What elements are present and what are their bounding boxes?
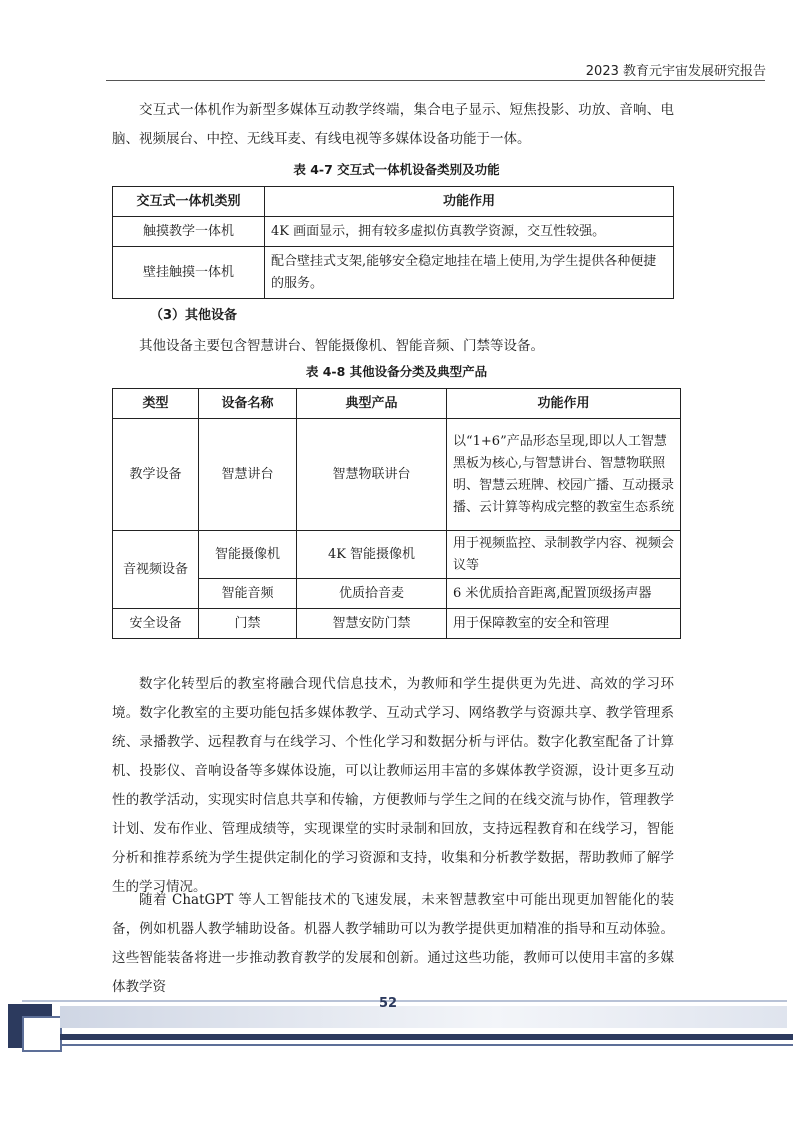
table-row [113, 247, 674, 299]
device-type-cell: 音视频设备 [113, 531, 199, 609]
other-devices-paragraph: 其他设备主要包含智慧讲台、智能摄像机、智能音频、门禁等设备。 [139, 338, 544, 354]
device-function-cell: 以“1+6”产品形态呈现,即以人工智慧黑板为核心,与智慧讲台、智慧物联照明、智慧云班牌、校园广播、互动摄录播、云计算等构成完整的教室生态系统 [447, 419, 681, 531]
table-cell: 配合壁挂式支架,能够安全稳定地挂在墙上使用,为学生提供各种便捷的服务。 [265, 247, 674, 299]
table-4-8-header-device: 设备名称 [199, 389, 297, 419]
table-row [113, 419, 681, 531]
device-name-cell: 智能摄像机 [199, 531, 297, 579]
table-4-7 [112, 186, 674, 299]
device-function-cell: 6 米优质拾音距离,配置顶级扬声器 [447, 579, 681, 609]
device-product-cell: 智慧物联讲台 [297, 419, 447, 531]
table-4-8-header-product: 典型产品 [297, 389, 447, 419]
device-name-cell: 智慧讲台 [199, 419, 297, 531]
table-4-8-header-type: 类型 [113, 389, 199, 419]
device-function-cell: 用于视频监控、录制教学内容、视频会议等 [447, 531, 681, 579]
device-name-cell: 门禁 [199, 609, 297, 639]
running-header: 2023 教育元宇宙发展研究报告 [585, 64, 766, 79]
device-product-cell: 4K 智能摄像机 [297, 531, 447, 579]
other-devices-heading: （3）其他设备 [150, 308, 238, 323]
footer-mid-line [60, 1044, 793, 1046]
table-cell: 4K 画面显示，拥有较多虚拟仿真教学资源，交互性较强。 [265, 217, 674, 247]
footer-shaded-band [60, 1006, 787, 1028]
device-product-cell: 智慧安防门禁 [297, 609, 447, 639]
table-row [113, 531, 681, 579]
intro-paragraph: 交互式一体机作为新型多媒体互动教学终端，集合电子显示、短焦投影、功放、音响、电脑、视频展台、中控、无线耳麦、有线电视等多媒体设备功能于一体。 [112, 102, 674, 147]
table-4-8-caption: 表 4-8 其他设备分类及典型产品 [305, 364, 488, 379]
footer-corner-frame [22, 1016, 62, 1052]
ai-equipment-paragraph: 随着 ChatGPT 等人工智能技术的飞速发展，未来智慧教室中可能出现更加智能化的装备，例如机器人教学辅助设备。机器人教学辅助可以为教学提供更加精准的指导和互动体验。这些智能装备将进一步推动教育教学的发展和创新。通过这些功能，教师可以使用丰富的多媒体教学资 [112, 892, 674, 995]
table-row [113, 217, 674, 247]
device-name-cell: 智能音频 [199, 579, 297, 609]
table-cell: 触摸教学一体机 [113, 217, 265, 247]
digital-classroom-paragraph: 数字化转型后的教室将融合现代信息技术，为教师和学生提供更为先进、高效的学习环境。数字化教室的主要功能包括多媒体教学、互动式学习、网络教学与资源共享、教学管理系统、录播教学、远程教育与在线学习、个性化学习和数据分析与评估。数字化教室配备了计算机、投影仪、音响设备等多媒体设施，可以让教师运用丰富的多媒体教学资源，设计更多互动性的教学活动，实现实时信息共享和传输，方便教师与学生之间的在线交流与协作，管理教学计划、发布作业、管理成绩等，实现课堂的实时录制和回放，支持远程教育和在线学习，智能分析和推荐系统为学生提供定制化的学习资源和支持，收集和分析教学数据，帮助教师了解学生的学习情况。 [112, 676, 674, 895]
table-cell: 壁挂触摸一体机 [113, 247, 265, 299]
table-4-8-header-function: 功能作用 [447, 389, 681, 419]
table-4-7-caption: 表 4-7 交互式一体机设备类别及功能 [293, 162, 500, 177]
footer-thick-bar [60, 1034, 793, 1040]
table-row [113, 609, 681, 639]
header-rule [106, 80, 765, 81]
table-4-7-header-category: 交互式一体机类别 [113, 187, 265, 217]
device-type-cell: 教学设备 [113, 419, 199, 531]
device-function-cell: 用于保障教室的安全和管理 [447, 609, 681, 639]
table-row [113, 579, 681, 609]
footer-thin-line [22, 1000, 787, 1002]
device-product-cell: 优质拾音麦 [297, 579, 447, 609]
table-4-7-header-function: 功能作用 [265, 187, 674, 217]
device-type-cell: 安全设备 [113, 609, 199, 639]
table-4-8 [112, 388, 681, 639]
page-number: 52 [378, 996, 398, 1011]
